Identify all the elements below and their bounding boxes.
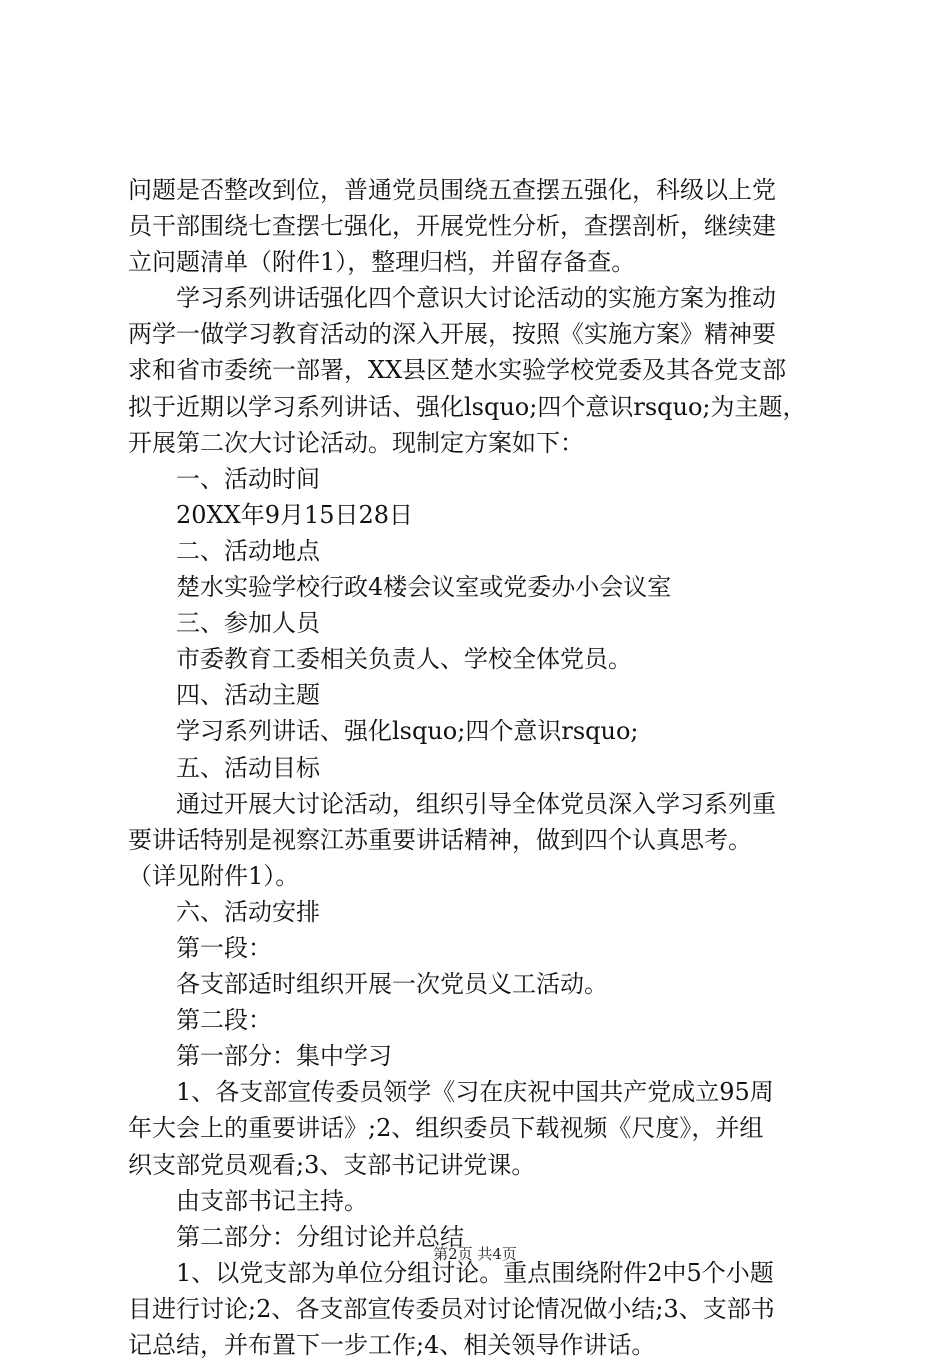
text-line: 开展第二次大讨论活动。现制定方案如下：	[128, 428, 584, 457]
text-line: 1、各支部宣传委员领学《习在庆祝中国共产党成立95周	[176, 1078, 774, 1107]
text-line: 拟于近期以学习系列讲话、强化lsquo;四个意识rsquo;为主题，	[128, 392, 807, 421]
text-line: 四、活动主题	[176, 681, 320, 710]
text-line: 第一部分：集中学习	[176, 1042, 392, 1071]
text-line: 年大会上的重要讲话》;2、组织委员下载视频《尺度》，并组	[128, 1114, 764, 1143]
text-line: 立问题清单（附件1），整理归档，并留存备查。	[128, 248, 636, 277]
text-line: 三、参加人员	[176, 609, 320, 638]
text-line: 六、活动安排	[176, 897, 320, 926]
text-line: 求和省市委统一部署，XX县区楚水实验学校党委及其各党支部	[128, 356, 787, 385]
text-line: 学习系列讲话强化四个意识大讨论活动的实施方案为推动	[176, 284, 776, 313]
text-line: 由支部书记主持。	[176, 1186, 368, 1215]
text-line: 第一段：	[176, 933, 272, 962]
text-line: 员干部围绕七查摆七强化，开展党性分析，查摆剖析，继续建	[128, 212, 776, 241]
text-line: 要讲话特别是视察江苏重要讲话精神，做到四个认真思考。	[128, 825, 752, 854]
text-line: 通过开展大讨论活动，组织引导全体党员深入学习系列重	[176, 789, 776, 818]
text-line: 目进行讨论;2、各支部宣传委员对讨论情况做小结;3、支部书	[128, 1294, 775, 1323]
text-line: 一、活动时间	[176, 464, 320, 493]
text-line: 20XX年9月15日28日	[176, 500, 414, 529]
text-line: 各支部适时组织开展一次党员义工活动。	[176, 970, 608, 999]
text-line: 问题是否整改到位，普通党员围绕五查摆五强化，科级以上党	[128, 176, 776, 204]
text-line: 五、活动目标	[176, 753, 320, 782]
text-line: （详见附件1）。	[128, 861, 300, 890]
text-line: 第二部分：分组讨论并总结	[176, 1222, 464, 1251]
document-body	[128, 172, 828, 1363]
text-line: 第二段：	[176, 1006, 272, 1035]
text-line: 市委教育工委相关负责人、学校全体党员。	[176, 645, 632, 674]
text-line: 楚水实验学校行政4楼会议室或党委办小会议室	[176, 573, 672, 602]
text-line: 织支部党员观看;3、支部书记讲党课。	[128, 1150, 536, 1179]
text-line: 二、活动地点	[176, 536, 320, 565]
text-line: 学习系列讲话、强化lsquo;四个意识rsquo;	[176, 717, 639, 746]
text-line: 记总结，并布置下一步工作;4、相关领导作讲话。	[128, 1331, 656, 1359]
text-line: 两学一做学习教育活动的深入开展，按照《实施方案》精神要	[128, 320, 776, 349]
page-number-footer: 第2页 共4页	[433, 1245, 517, 1263]
text-line: 1、以党支部为单位分组讨论。重点围绕附件2中5个小题	[176, 1258, 774, 1287]
